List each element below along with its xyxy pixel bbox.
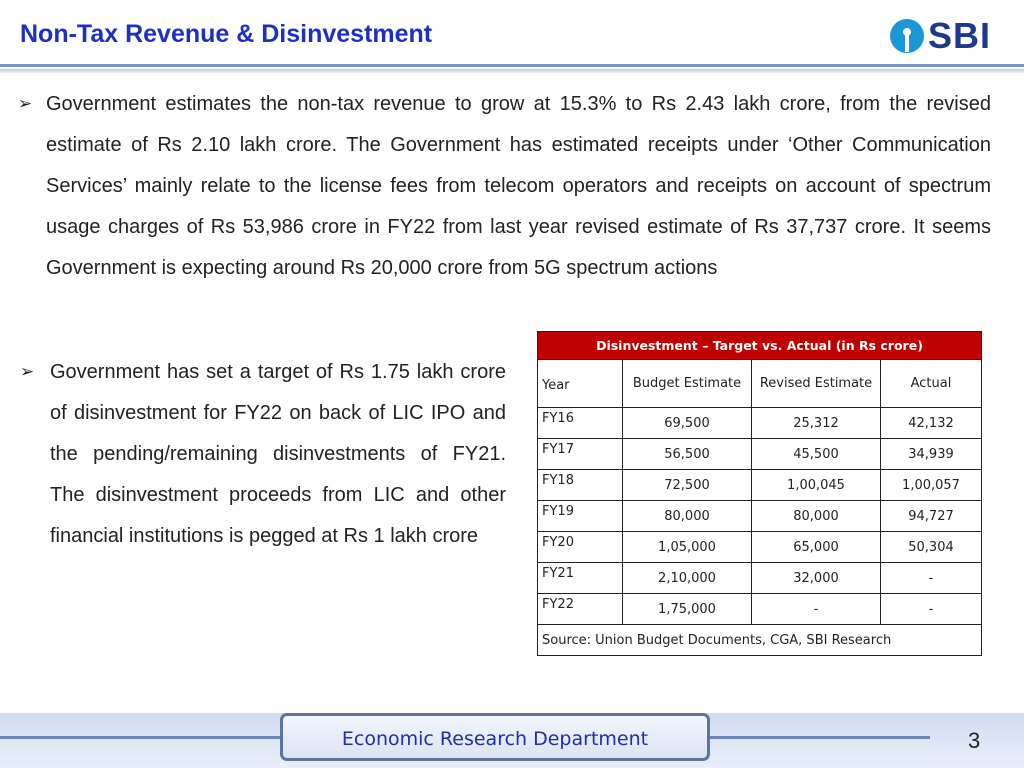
page-number: 3 [968,728,981,753]
table-row [538,594,982,625]
cell-revised: 32,000 [752,563,881,594]
cell-budget: 56,500 [623,439,752,470]
footer-rule-left [0,736,280,739]
cell-year: FY18 [538,470,623,501]
cell-year: FY20 [538,532,623,563]
cell-revised: 25,312 [752,408,881,439]
table-row [538,563,982,594]
table-title: Disinvestment – Target vs. Actual (in Rs crore) [538,332,982,360]
bullet-arrow-icon: ➢ [18,94,33,113]
cell-year: FY21 [538,563,623,594]
disinvestment-table [537,331,982,656]
bullet-text-2: Government has set a target of Rs 1.75 lakh crore of disinvestment for FY22 on back of LIC IPO and the pending/remaining disinvestments of FY21. The disinvestment proceeds from LIC and other financial institutions is pegged at Rs 1 lakh crore [50,361,506,547]
cell-actual: - [881,563,982,594]
cell-actual: 34,939 [881,439,982,470]
table-row [538,408,982,439]
table-source: Source: Union Budget Documents, CGA, SBI Research [538,625,982,656]
cell-actual: 1,00,057 [881,470,982,501]
table-row [538,501,982,532]
cell-budget: 1,05,000 [623,532,752,563]
cell-year: FY19 [538,501,623,532]
table-row [538,470,982,501]
sbi-logo [890,17,998,55]
table-row [538,532,982,563]
column-header-budget: Budget Estimate [623,360,752,408]
header-divider-shadow [0,69,1024,73]
footer-label-box [280,713,710,761]
sbi-logo-keyhole [905,34,909,52]
page-title: Non-Tax Revenue & Disinvestment [20,20,433,48]
footer-rule-right [710,736,930,739]
footer-department: Economic Research Department [341,728,649,750]
cell-budget: 1,75,000 [623,594,752,625]
cell-year: FY17 [538,439,623,470]
column-header-year: Year [538,360,623,408]
cell-budget: 72,500 [623,470,752,501]
cell-actual: 94,727 [881,501,982,532]
cell-revised: 65,000 [752,532,881,563]
cell-actual: 42,132 [881,408,982,439]
cell-actual: - [881,594,982,625]
cell-actual: 50,304 [881,532,982,563]
cell-budget: 80,000 [623,501,752,532]
table-source-row [538,625,982,656]
bullet-arrow-icon: ➢ [20,362,35,381]
header-divider [0,64,1024,67]
bullet-text-1: Government estimates the non-tax revenue to grow at 15.3% to Rs 2.43 lakh crore, from the revised estimate of Rs 2.10 lakh crore. The Government has estimated receipts under ‘Other Communication Services’ mainly relate to the license fees from telecom operators and receipts on account of spectrum usage charges of Rs 53,986 crore in FY22 from last year revised estimate of Rs 37,737 crore. It seems Government is expecting around Rs 20,000 crore from 5G spectrum actions [46,93,991,279]
cell-budget: 69,500 [623,408,752,439]
column-header-revised: Revised Estimate [752,360,881,408]
cell-budget: 2,10,000 [623,563,752,594]
column-header-actual: Actual [881,360,982,408]
cell-revised: 80,000 [752,501,881,532]
table-header-row [538,360,982,408]
cell-revised: 1,00,045 [752,470,881,501]
cell-year: FY22 [538,594,623,625]
table-row [538,439,982,470]
sbi-logo-text: SBI [928,15,992,56]
cell-revised: 45,500 [752,439,881,470]
cell-year: FY16 [538,408,623,439]
cell-revised: - [752,594,881,625]
